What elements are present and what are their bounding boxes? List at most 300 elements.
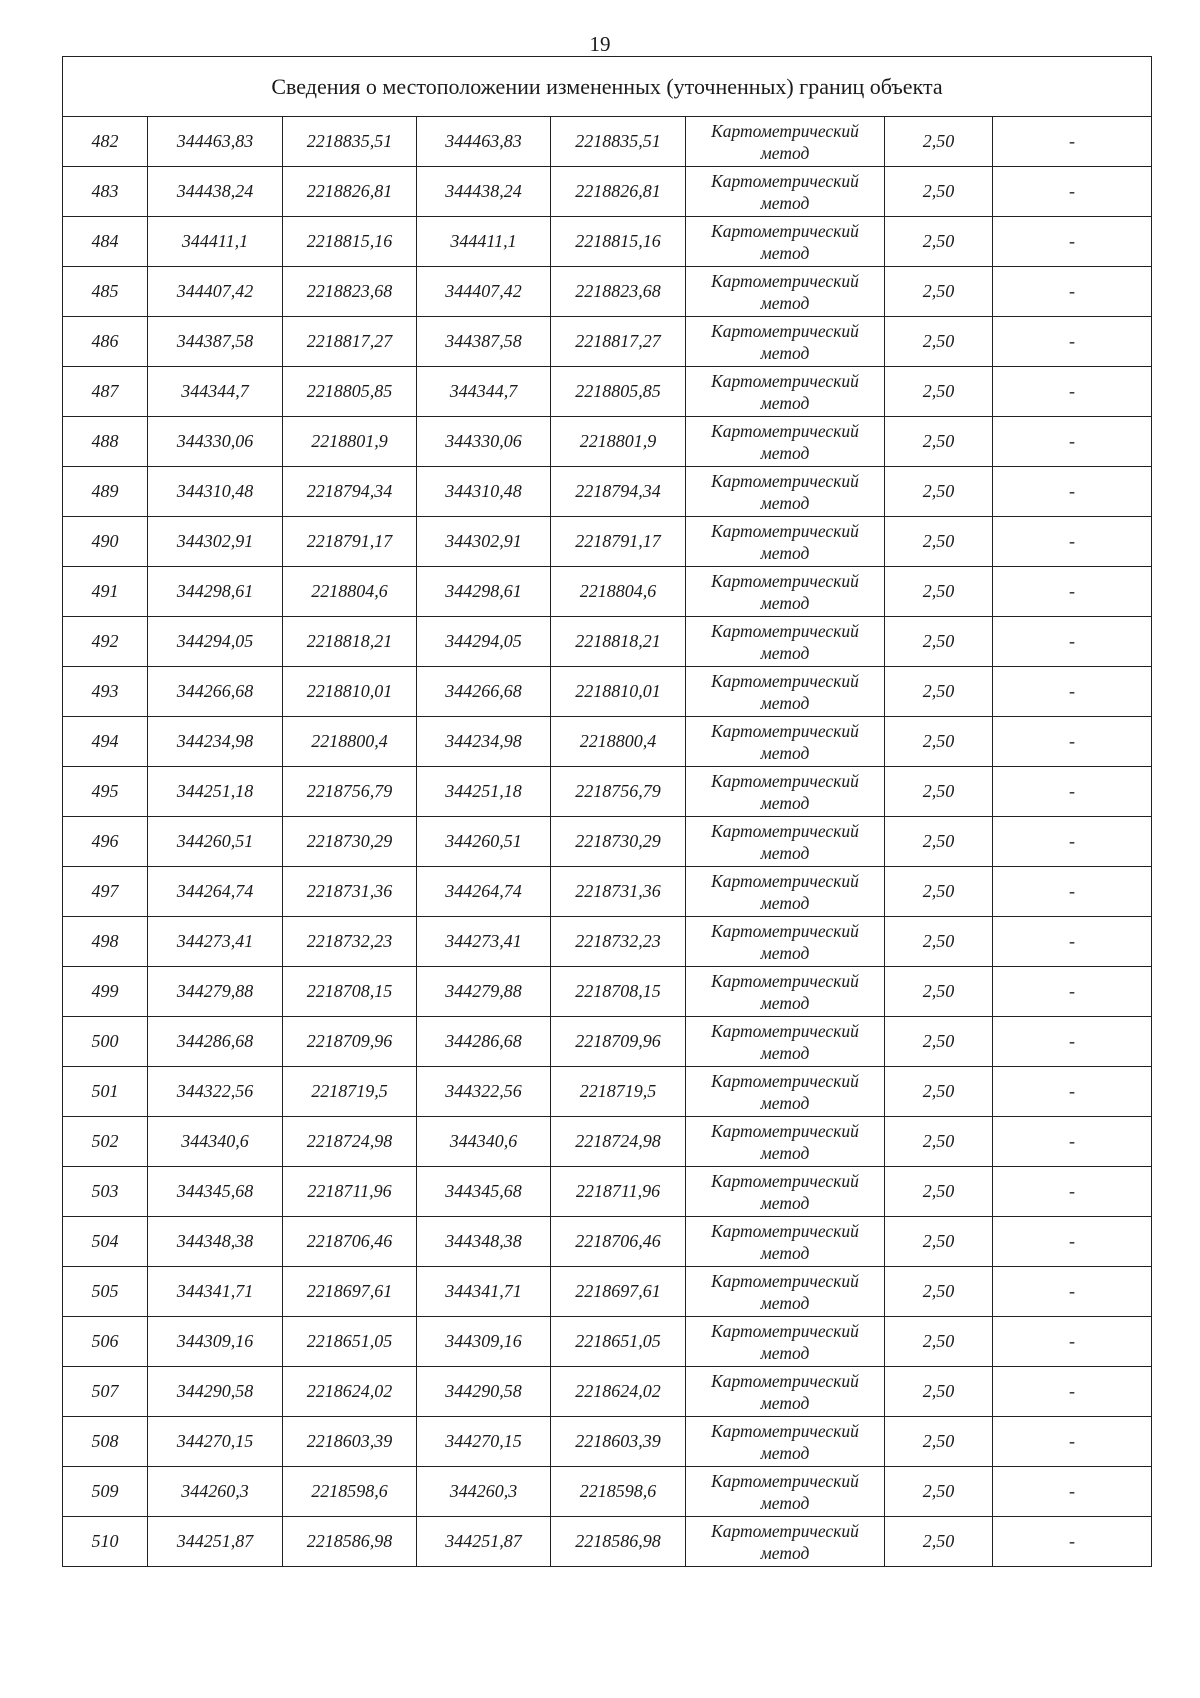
method-line-1: Картометрический [711,870,859,891]
existing-x-cell: 344344,7 [148,367,283,417]
method-line-2: метод [760,492,810,513]
refined-y-cell: 2218719,5 [551,1067,686,1117]
method-cell [686,417,885,467]
refined-x-cell: 344322,56 [417,1067,551,1117]
refined-y-cell: 2218794,34 [551,467,686,517]
method-cell [686,967,885,1017]
existing-x-cell: 344310,48 [148,467,283,517]
accuracy-cell: 2,50 [885,817,993,867]
existing-x-cell: 344290,58 [148,1367,283,1417]
point-number-cell: 507 [63,1367,148,1417]
refined-x-cell: 344341,71 [417,1267,551,1317]
method-line-1: Картометрический [711,120,859,141]
accuracy-cell: 2,50 [885,1517,993,1567]
existing-x-cell: 344251,18 [148,767,283,817]
table-row [63,467,1152,517]
point-number-cell: 500 [63,1017,148,1067]
refined-y-cell: 2218709,96 [551,1017,686,1067]
existing-y-cell: 2218800,4 [283,717,417,767]
method-line-2: метод [760,142,810,163]
accuracy-cell: 2,50 [885,867,993,917]
point-number-cell: 510 [63,1517,148,1567]
existing-y-cell: 2218835,51 [283,117,417,167]
accuracy-cell: 2,50 [885,1017,993,1067]
note-cell: - [993,667,1152,717]
point-number-cell: 504 [63,1217,148,1267]
existing-x-cell: 344348,38 [148,1217,283,1267]
accuracy-cell: 2,50 [885,1417,993,1467]
refined-x-cell: 344266,68 [417,667,551,717]
method-cell [686,667,885,717]
note-cell: - [993,1367,1152,1417]
table-row [63,167,1152,217]
existing-x-cell: 344294,05 [148,617,283,667]
point-number-cell: 487 [63,367,148,417]
note-cell: - [993,517,1152,567]
existing-x-cell: 344407,42 [148,267,283,317]
point-number-cell: 499 [63,967,148,1017]
existing-y-cell: 2218794,34 [283,467,417,517]
table-row [63,1417,1152,1467]
existing-y-cell: 2218730,29 [283,817,417,867]
note-cell: - [993,467,1152,517]
refined-y-cell: 2218586,98 [551,1517,686,1567]
method-cell [686,117,885,167]
point-number-cell: 484 [63,217,148,267]
refined-y-cell: 2218801,9 [551,417,686,467]
accuracy-cell: 2,50 [885,1317,993,1367]
table-row [63,267,1152,317]
existing-y-cell: 2218823,68 [283,267,417,317]
refined-x-cell: 344251,18 [417,767,551,817]
refined-y-cell: 2218603,39 [551,1417,686,1467]
existing-x-cell: 344463,83 [148,117,283,167]
method-line-2: метод [760,542,810,563]
refined-x-cell: 344340,6 [417,1117,551,1167]
table-row [63,867,1152,917]
existing-x-cell: 344345,68 [148,1167,283,1217]
note-cell: - [993,567,1152,617]
note-cell: - [993,167,1152,217]
refined-y-cell: 2218805,85 [551,367,686,417]
accuracy-cell: 2,50 [885,1367,993,1417]
table-row [63,1217,1152,1267]
method-line-1: Картометрический [711,970,859,991]
refined-x-cell: 344234,98 [417,717,551,767]
existing-y-cell: 2218624,02 [283,1367,417,1417]
existing-y-cell: 2218804,6 [283,567,417,617]
refined-y-cell: 2218835,51 [551,117,686,167]
method-line-2: метод [760,742,810,763]
note-cell: - [993,1317,1152,1367]
refined-y-cell: 2218598,6 [551,1467,686,1517]
method-line-1: Картометрический [711,620,859,641]
existing-y-cell: 2218603,39 [283,1417,417,1467]
existing-x-cell: 344309,16 [148,1317,283,1367]
point-number-cell: 488 [63,417,148,467]
page-number: 19 [589,32,611,56]
refined-y-cell: 2218823,68 [551,267,686,317]
refined-y-cell: 2218651,05 [551,1317,686,1367]
method-cell [686,717,885,767]
method-line-2: метод [760,342,810,363]
refined-x-cell: 344260,3 [417,1467,551,1517]
method-cell [686,217,885,267]
existing-y-cell: 2218719,5 [283,1067,417,1117]
refined-x-cell: 344302,91 [417,517,551,567]
method-line-1: Картометрический [711,1370,859,1391]
method-line-2: метод [760,792,810,813]
method-line-1: Картометрический [711,420,859,441]
existing-y-cell: 2218817,27 [283,317,417,367]
refined-x-cell: 344251,87 [417,1517,551,1567]
table-caption: Сведения о местоположении измененных (уточненных) границ объекта [63,57,1152,117]
refined-x-cell: 344348,38 [417,1217,551,1267]
refined-y-cell: 2218815,16 [551,217,686,267]
method-cell [686,1017,885,1067]
method-cell [686,267,885,317]
point-number-cell: 494 [63,717,148,767]
note-cell: - [993,1117,1152,1167]
method-line-1: Картометрический [711,1120,859,1141]
method-line-2: метод [760,992,810,1013]
refined-y-cell: 2218791,17 [551,517,686,567]
method-line-2: метод [760,892,810,913]
accuracy-cell: 2,50 [885,367,993,417]
method-cell [686,1317,885,1367]
refined-y-cell: 2218697,61 [551,1267,686,1317]
existing-x-cell: 344264,74 [148,867,283,917]
table-row [63,1467,1152,1517]
note-cell: - [993,1167,1152,1217]
method-cell [686,567,885,617]
method-line-1: Картометрический [711,170,859,191]
refined-y-cell: 2218708,15 [551,967,686,1017]
refined-x-cell: 344273,41 [417,917,551,967]
existing-y-cell: 2218826,81 [283,167,417,217]
accuracy-cell: 2,50 [885,1067,993,1117]
point-number-cell: 498 [63,917,148,967]
method-cell [686,467,885,517]
table-row [63,1317,1152,1367]
existing-x-cell: 344279,88 [148,967,283,1017]
accuracy-cell: 2,50 [885,1267,993,1317]
refined-x-cell: 344279,88 [417,967,551,1017]
method-line-1: Картометрический [711,520,859,541]
method-cell [686,367,885,417]
table-row [63,1517,1152,1567]
existing-x-cell: 344302,91 [148,517,283,567]
existing-y-cell: 2218791,17 [283,517,417,567]
existing-y-cell: 2218706,46 [283,1217,417,1267]
method-cell [686,767,885,817]
note-cell: - [993,617,1152,667]
method-line-1: Картометрический [711,1020,859,1041]
note-cell: - [993,967,1152,1017]
method-cell [686,817,885,867]
table-row [63,1267,1152,1317]
table-row [63,1067,1152,1117]
existing-y-cell: 2218697,61 [283,1267,417,1317]
existing-x-cell: 344411,1 [148,217,283,267]
note-cell: - [993,717,1152,767]
existing-y-cell: 2218711,96 [283,1167,417,1217]
method-line-1: Картометрический [711,1270,859,1291]
refined-y-cell: 2218706,46 [551,1217,686,1267]
method-cell [686,1367,885,1417]
method-line-2: метод [760,842,810,863]
method-line-1: Картометрический [711,1320,859,1341]
refined-y-cell: 2218732,23 [551,917,686,967]
existing-x-cell: 344286,68 [148,1017,283,1067]
table-row [63,617,1152,667]
method-cell [686,1267,885,1317]
existing-y-cell: 2218810,01 [283,667,417,717]
point-number-cell: 490 [63,517,148,567]
existing-y-cell: 2218732,23 [283,917,417,967]
accuracy-cell: 2,50 [885,417,993,467]
refined-y-cell: 2218756,79 [551,767,686,817]
refined-x-cell: 344411,1 [417,217,551,267]
existing-y-cell: 2218818,21 [283,617,417,667]
method-cell [686,1067,885,1117]
accuracy-cell: 2,50 [885,167,993,217]
refined-x-cell: 344387,58 [417,317,551,367]
refined-x-cell: 344294,05 [417,617,551,667]
method-line-2: метод [760,1392,810,1413]
accuracy-cell: 2,50 [885,517,993,567]
table-row [63,517,1152,567]
method-cell [686,1117,885,1167]
table-row [63,117,1152,167]
method-cell [686,167,885,217]
accuracy-cell: 2,50 [885,217,993,267]
method-line-1: Картометрический [711,1220,859,1241]
accuracy-cell: 2,50 [885,917,993,967]
point-number-cell: 503 [63,1167,148,1217]
existing-x-cell: 344341,71 [148,1267,283,1317]
existing-x-cell: 344260,51 [148,817,283,867]
method-line-1: Картометрический [711,1470,859,1491]
note-cell: - [993,1267,1152,1317]
table-caption-row [63,57,1152,117]
refined-y-cell: 2218800,4 [551,717,686,767]
method-line-1: Картометрический [711,320,859,341]
table-row [63,1167,1152,1217]
point-number-cell: 508 [63,1417,148,1467]
existing-x-cell: 344387,58 [148,317,283,367]
accuracy-cell: 2,50 [885,567,993,617]
existing-y-cell: 2218586,98 [283,1517,417,1567]
method-line-2: метод [760,1492,810,1513]
refined-x-cell: 344438,24 [417,167,551,217]
method-line-2: метод [760,242,810,263]
existing-x-cell: 344234,98 [148,717,283,767]
existing-x-cell: 344340,6 [148,1117,283,1167]
method-line-2: метод [760,692,810,713]
method-line-1: Картометрический [711,470,859,491]
method-cell [686,617,885,667]
note-cell: - [993,867,1152,917]
existing-x-cell: 344273,41 [148,917,283,967]
method-line-2: метод [760,442,810,463]
accuracy-cell: 2,50 [885,667,993,717]
existing-y-cell: 2218598,6 [283,1467,417,1517]
existing-y-cell: 2218801,9 [283,417,417,467]
method-line-2: метод [760,1192,810,1213]
refined-x-cell: 344309,16 [417,1317,551,1367]
point-number-cell: 489 [63,467,148,517]
method-line-1: Картометрический [711,1420,859,1441]
accuracy-cell: 2,50 [885,1117,993,1167]
refined-x-cell: 344286,68 [417,1017,551,1067]
refined-x-cell: 344290,58 [417,1367,551,1417]
note-cell: - [993,217,1152,267]
method-cell [686,317,885,367]
point-number-cell: 486 [63,317,148,367]
table-row [63,817,1152,867]
existing-y-cell: 2218709,96 [283,1017,417,1067]
method-line-1: Картометрический [711,1070,859,1091]
existing-x-cell: 344260,3 [148,1467,283,1517]
method-line-2: метод [760,1242,810,1263]
refined-y-cell: 2218711,96 [551,1167,686,1217]
method-cell [686,1167,885,1217]
method-line-1: Картометрический [711,920,859,941]
point-number-cell: 483 [63,167,148,217]
note-cell: - [993,1417,1152,1467]
note-cell: - [993,367,1152,417]
method-cell [686,517,885,567]
existing-x-cell: 344270,15 [148,1417,283,1467]
table-row [63,367,1152,417]
refined-x-cell: 344264,74 [417,867,551,917]
existing-y-cell: 2218731,36 [283,867,417,917]
table-row [63,217,1152,267]
point-number-cell: 497 [63,867,148,917]
existing-y-cell: 2218805,85 [283,367,417,417]
accuracy-cell: 2,50 [885,767,993,817]
note-cell: - [993,1467,1152,1517]
refined-y-cell: 2218826,81 [551,167,686,217]
table-row [63,667,1152,717]
method-line-1: Картометрический [711,720,859,741]
refined-y-cell: 2218731,36 [551,867,686,917]
method-line-2: метод [760,1442,810,1463]
refined-y-cell: 2218817,27 [551,317,686,367]
point-number-cell: 501 [63,1067,148,1117]
note-cell: - [993,117,1152,167]
refined-x-cell: 344310,48 [417,467,551,517]
table-row [63,317,1152,367]
method-cell [686,1417,885,1467]
method-line-2: метод [760,592,810,613]
table-row [63,717,1152,767]
accuracy-cell: 2,50 [885,1167,993,1217]
method-line-2: метод [760,1042,810,1063]
point-number-cell: 502 [63,1117,148,1167]
method-line-2: метод [760,292,810,313]
existing-y-cell: 2218756,79 [283,767,417,817]
boundary-coordinates-table [62,56,1152,1567]
accuracy-cell: 2,50 [885,267,993,317]
refined-x-cell: 344298,61 [417,567,551,617]
note-cell: - [993,817,1152,867]
refined-x-cell: 344330,06 [417,417,551,467]
method-line-2: метод [760,1342,810,1363]
existing-x-cell: 344251,87 [148,1517,283,1567]
accuracy-cell: 2,50 [885,717,993,767]
note-cell: - [993,767,1152,817]
point-number-cell: 505 [63,1267,148,1317]
refined-x-cell: 344345,68 [417,1167,551,1217]
note-cell: - [993,1067,1152,1117]
accuracy-cell: 2,50 [885,317,993,367]
refined-x-cell: 344344,7 [417,367,551,417]
method-line-1: Картометрический [711,770,859,791]
table-row [63,917,1152,967]
method-line-1: Картометрический [711,270,859,291]
existing-y-cell: 2218651,05 [283,1317,417,1367]
method-line-2: метод [760,1142,810,1163]
point-number-cell: 492 [63,617,148,667]
table-row [63,1117,1152,1167]
refined-x-cell: 344260,51 [417,817,551,867]
accuracy-cell: 2,50 [885,1467,993,1517]
point-number-cell: 496 [63,817,148,867]
note-cell: - [993,317,1152,367]
existing-x-cell: 344266,68 [148,667,283,717]
method-cell [686,1467,885,1517]
table-row [63,1367,1152,1417]
note-cell: - [993,1217,1152,1267]
refined-x-cell: 344407,42 [417,267,551,317]
method-line-2: метод [760,192,810,213]
method-line-2: метод [760,942,810,963]
accuracy-cell: 2,50 [885,967,993,1017]
method-line-2: метод [760,1092,810,1113]
note-cell: - [993,417,1152,467]
refined-y-cell: 2218724,98 [551,1117,686,1167]
method-line-1: Картометрический [711,1170,859,1191]
method-line-1: Картометрический [711,570,859,591]
refined-y-cell: 2218730,29 [551,817,686,867]
refined-x-cell: 344270,15 [417,1417,551,1467]
point-number-cell: 491 [63,567,148,617]
refined-y-cell: 2218804,6 [551,567,686,617]
method-line-1: Картометрический [711,670,859,691]
refined-y-cell: 2218810,01 [551,667,686,717]
method-line-1: Картометрический [711,370,859,391]
refined-y-cell: 2218818,21 [551,617,686,667]
table-row [63,967,1152,1017]
note-cell: - [993,917,1152,967]
point-number-cell: 482 [63,117,148,167]
existing-x-cell: 344298,61 [148,567,283,617]
accuracy-cell: 2,50 [885,117,993,167]
note-cell: - [993,1517,1152,1567]
table-row [63,417,1152,467]
method-line-2: метод [760,392,810,413]
existing-y-cell: 2218708,15 [283,967,417,1017]
table-row [63,1017,1152,1067]
method-line-2: метод [760,1542,810,1563]
note-cell: - [993,267,1152,317]
point-number-cell: 495 [63,767,148,817]
point-number-cell: 493 [63,667,148,717]
table-row [63,767,1152,817]
existing-x-cell: 344438,24 [148,167,283,217]
